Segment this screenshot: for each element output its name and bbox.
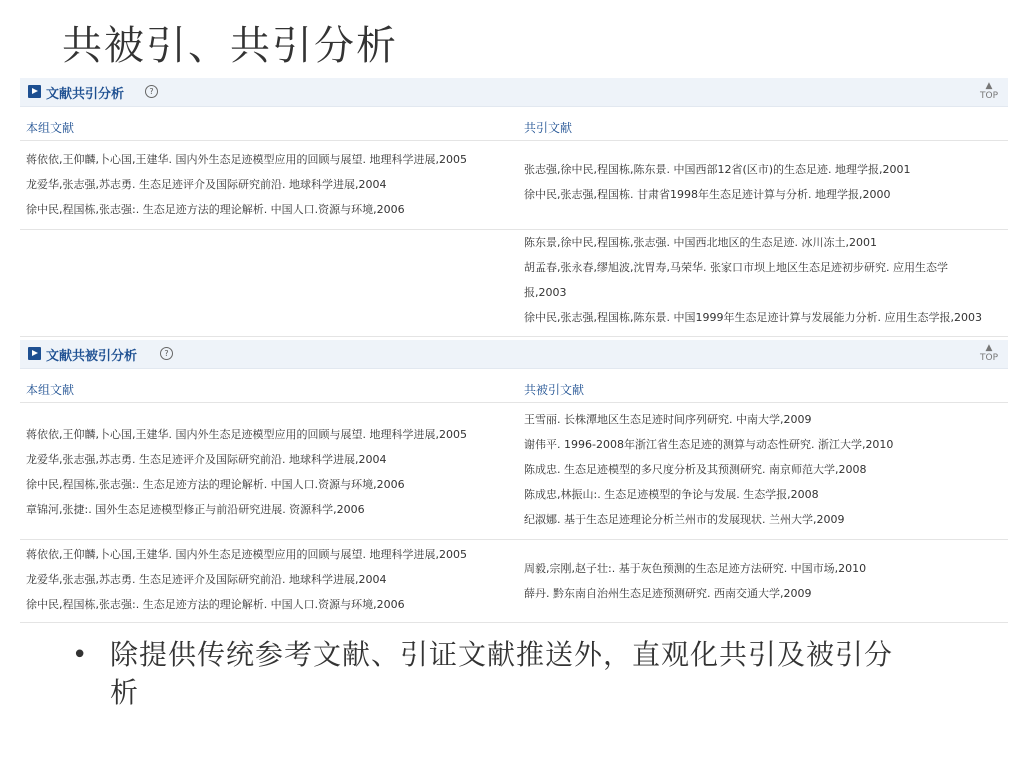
citation-link[interactable]: 章锦河,张捷:. 国外生态足迹模型修正与前沿研究进展. 资源科学,2006 <box>26 503 365 516</box>
help-icon[interactable]: ? <box>145 85 158 98</box>
citation-link[interactable]: 蒋依依,王仰麟,卜心国,王建华. 国内外生态足迹模型应用的回顾与展望. 地理科学进展,2005 <box>26 548 467 561</box>
cocited-section-header <box>20 340 1008 369</box>
citation-link[interactable]: 报,2003 <box>524 286 567 299</box>
section-marker-icon <box>28 347 41 360</box>
cocitation-group-row <box>20 230 1008 337</box>
citation-link[interactable]: 徐中民,程国栋,张志强:. 生态足迹方法的理论解析. 中国人口.资源与环境,2006 <box>26 203 405 216</box>
cocitation-section-header <box>20 78 1008 107</box>
top-label: TOP <box>979 91 998 101</box>
left-column-header: 本组文献 <box>26 383 75 397</box>
cocited-group-row <box>20 540 1008 623</box>
right-citations <box>524 157 911 207</box>
right-citations <box>524 556 866 606</box>
citation-link[interactable]: 徐中民,张志强,程国栋. 甘肃省1998年生态足迹计算与分析. 地理学报,2000 <box>524 188 891 201</box>
right-column-header: 共引文献 <box>524 121 573 135</box>
citation-link[interactable]: 谢伟平. 1996-2008年浙江省生态足迹的测算与动态性研究. 浙江大学,2010 <box>524 438 894 451</box>
cocitation-section-title[interactable]: 文献共引分析 <box>46 87 125 102</box>
help-icon[interactable]: ? <box>160 347 173 360</box>
cocited-column-header <box>20 376 1008 403</box>
right-citations <box>524 407 893 532</box>
citation-link[interactable]: 胡孟春,张永春,缪旭波,沈胃寿,马荣华. 张家口市坝上地区生态足迹初步研究. 应用生态学 <box>524 261 948 274</box>
citation-link[interactable]: 陈成忠. 生态足迹模型的多尺度分析及其预测研究. 南京师范大学,2008 <box>524 463 867 476</box>
cocitation-group-row <box>20 141 1008 230</box>
citation-link[interactable]: 张志强,徐中民,程国栋,陈东景. 中国西部12省(区市)的生态足迹. 地理学报,2001 <box>524 163 911 176</box>
back-to-top-link[interactable] <box>980 343 998 363</box>
citation-link[interactable]: 龙爱华,张志强,苏志勇. 生态足迹评介及国际研究前沿. 地球科学进展,2004 <box>26 453 387 466</box>
citation-link[interactable]: 龙爱华,张志强,苏志勇. 生态足迹评介及国际研究前沿. 地球科学进展,2004 <box>26 573 387 586</box>
up-arrow-icon: ▲ <box>985 343 993 353</box>
slide-bullet-text: 除提供传统参考文献、引证文献推送外，直观化共引及被引分析 <box>110 638 894 709</box>
section-marker-icon <box>28 85 41 98</box>
bullet-dot-icon: • <box>72 640 88 670</box>
cocited-group-row <box>20 405 1008 540</box>
citation-link[interactable]: 陈成忠,林振山:. 生态足迹模型的争论与发展. 生态学报,2008 <box>524 488 819 501</box>
citation-link[interactable]: 陈东景,徐中民,程国栋,张志强. 中国西北地区的生态足迹. 冰川冻土,2001 <box>524 236 877 249</box>
cnki-analysis-screenshot <box>20 78 1008 624</box>
top-label: TOP <box>979 353 998 363</box>
citation-link[interactable]: 周毅,宗刚,赵子壮:. 基于灰色预测的生态足迹方法研究. 中国市场,2010 <box>524 562 867 575</box>
right-citations <box>524 230 982 330</box>
left-citations <box>26 542 467 617</box>
slide-title: 共被引、共引分析 <box>62 23 398 69</box>
citation-link[interactable]: 徐中民,张志强,程国栋,陈东景. 中国1999年生态足迹计算与发展能力分析. 应用生态学报,2003 <box>524 311 982 324</box>
citation-link[interactable]: 王雪丽. 长株潭地区生态足迹时间序列研究. 中南大学,2009 <box>524 413 812 426</box>
citation-link[interactable]: 龙爱华,张志强,苏志勇. 生态足迹评介及国际研究前沿. 地球科学进展,2004 <box>26 178 387 191</box>
up-arrow-icon: ▲ <box>985 81 993 91</box>
back-to-top-link[interactable] <box>980 81 998 101</box>
cocitation-column-header <box>20 114 1008 141</box>
left-column-header: 本组文献 <box>26 121 75 135</box>
citation-link[interactable]: 徐中民,程国栋,张志强:. 生态足迹方法的理论解析. 中国人口.资源与环境,2006 <box>26 598 405 611</box>
citation-link[interactable]: 徐中民,程国栋,张志强:. 生态足迹方法的理论解析. 中国人口.资源与环境,2006 <box>26 478 405 491</box>
left-citations <box>26 147 467 222</box>
right-column-header: 共被引文献 <box>524 383 585 397</box>
left-citations <box>26 422 467 522</box>
citation-link[interactable]: 纪淑娜. 基于生态足迹理论分析兰州市的发展现状. 兰州大学,2009 <box>524 513 845 526</box>
citation-link[interactable]: 蒋依依,王仰麟,卜心国,王建华. 国内外生态足迹模型应用的回顾与展望. 地理科学进展,2005 <box>26 153 467 166</box>
citation-link[interactable]: 薛丹. 黔东南自治州生态足迹预测研究. 西南交通大学,2009 <box>524 587 812 600</box>
cocited-section-title[interactable]: 文献共被引分析 <box>46 349 138 364</box>
citation-link[interactable]: 蒋依依,王仰麟,卜心国,王建华. 国内外生态足迹模型应用的回顾与展望. 地理科学进展,2005 <box>26 428 467 441</box>
